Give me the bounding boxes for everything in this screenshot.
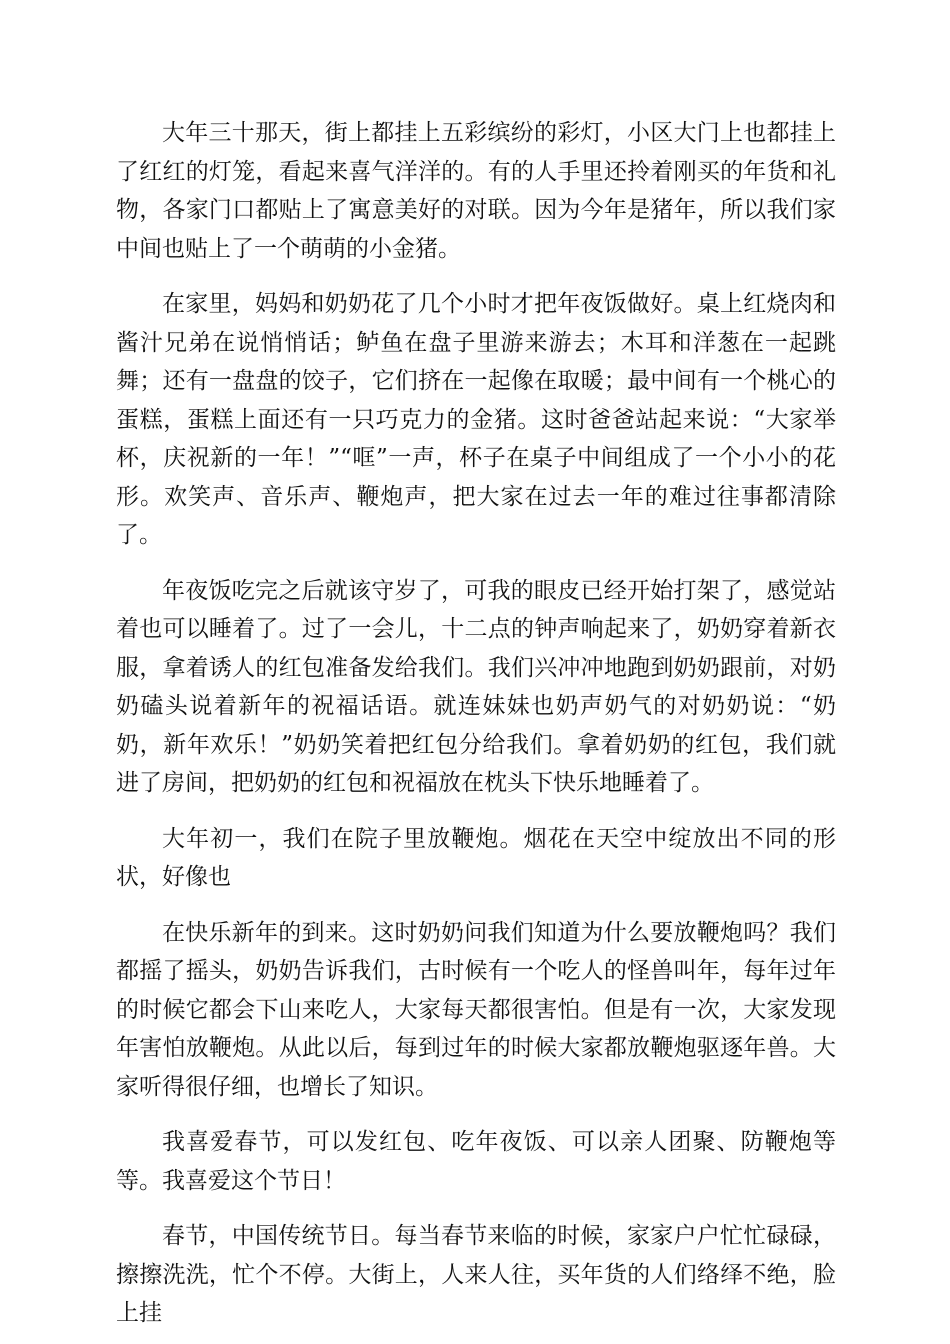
paragraph-gap bbox=[116, 1200, 836, 1217]
paragraph-love-spring-festival: 我喜爱春节，可以发红包、吃年夜饭、可以亲人团聚、防鞭炮等等。我喜爱这个节日！ bbox=[116, 1129, 836, 1194]
paragraph-firecrackers: 大年初一，我们在院子里放鞭炮。烟花在天空中绽放出不同的形状，好像也 bbox=[116, 825, 836, 890]
paragraph-staying-up-red-envelopes: 年夜饭吃完之后就该守岁了，可我的眼皮已经开始打架了，感觉站着也可以睡着了。过了一会儿，十二点的钟声响起来了，奶奶穿着新衣服，拿着诱人的红包准备发给我们。我们兴冲冲地跑到奶奶跟前，对奶奶磕头说着新年的祝福话语。就连妹妹也奶声奶气的对奶奶说：“奶奶，新年欢乐！”奶奶笑着把红包分给我们。拿着奶奶的红包，我们就进了房间，把奶奶的红包和祝福放在枕头下快乐地睡着了。 bbox=[116, 577, 836, 796]
paragraph-gap bbox=[116, 1106, 836, 1123]
document-body bbox=[116, 114, 836, 1333]
paragraph-gap bbox=[116, 897, 836, 914]
paragraph-reunion-dinner: 在家里，妈妈和奶奶花了几个小时才把年夜饭做好。桌上红烧肉和酱汁兄弟在说悄悄话；鲈鱼在盘子里游来游去；木耳和洋葱在一起跳舞；还有一盘盘的饺子，它们挤在一起像在取暖；最中间有一个桃心的蛋糕，蛋糕上面还有一只巧克力的金猪。这时爸爸站起来说：“大家举杯，庆祝新的一年！”“哐”一声，杯子在桌子中间组成了一个小小的花形。欢笑声、音乐声、鞭炮声，把大家在过去一年的难过往事都清除了。 bbox=[116, 291, 836, 548]
paragraph-gap bbox=[116, 268, 836, 285]
paragraph-gap bbox=[116, 803, 836, 820]
paragraph-nian-legend: 在快乐新年的到来。这时奶奶问我们知道为什么要放鞭炮吗？我们都摇了摇头，奶奶告诉我们，古时候有一个吃人的怪兽叫年，每年过年的时候它都会下山来吃人，大家每天都很害怕。但是有一次，大家发现年害怕放鞭炮。从此以后，每到过年的时候大家都放鞭炮驱逐年兽。大家听得很仔细，也增长了知识。 bbox=[116, 919, 836, 1100]
paragraph-traditional-festival: 春节，中国传统节日。每当春节来临的时候，家家户户忙忙碌碌，擦擦洗洗，忙个不停。大街上，人来人往，买年货的人们络绎不绝，脸上挂 bbox=[116, 1223, 836, 1326]
paragraph-gap bbox=[116, 555, 836, 572]
paragraph-new-years-eve-street: 大年三十那天，街上都挂上五彩缤纷的彩灯，小区大门上也都挂上了红红的灯笼，看起来喜气洋洋的。有的人手里还拎着刚买的年货和礼物，各家门口都贴上了寓意美好的对联。因为今年是猪年，所以我们家中间也贴上了一个萌萌的小金猪。 bbox=[116, 120, 836, 262]
